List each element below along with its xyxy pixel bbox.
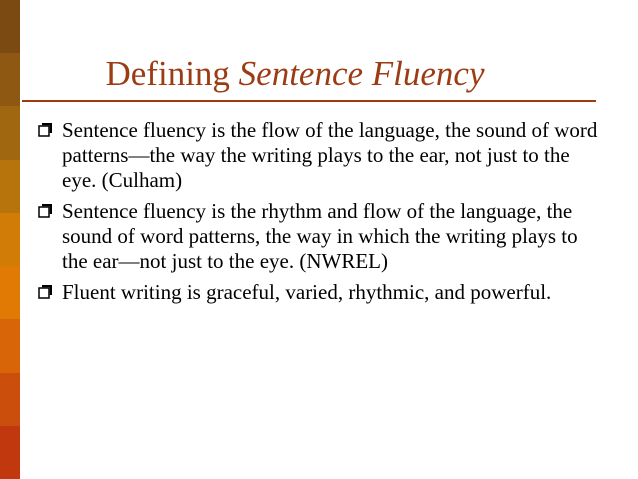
- bullet-item: [38, 199, 598, 274]
- bullet-text: Sentence fluency is the flow of the language, the sound of word patterns—the way the writing plays to the ear, not just to the eye. (Culham): [62, 118, 598, 192]
- side-bar-band: [0, 266, 20, 319]
- hollow-square-bullet-icon: [38, 204, 52, 218]
- side-bar-band: [0, 53, 20, 106]
- title-text: Defining: [105, 54, 239, 93]
- side-bar-band: [0, 213, 20, 266]
- title-italic-text: Sentence Fluency: [238, 54, 485, 93]
- title-area: [20, 52, 638, 96]
- bullet-item: [38, 280, 598, 305]
- bullet-list: [38, 118, 598, 311]
- bullet-text: Sentence fluency is the rhythm and flow of the language, the sound of word patterns, the way in which the writing plays to the ear—not just to the eye. (NWREL): [62, 199, 578, 273]
- side-bar-band: [0, 426, 20, 479]
- side-bar-band: [0, 373, 20, 426]
- hollow-square-bullet-icon: [38, 285, 52, 299]
- bullet-text: Fluent writing is graceful, varied, rhythmic, and powerful.: [62, 280, 552, 304]
- side-bar-band: [0, 319, 20, 372]
- bullet-item: [38, 118, 598, 193]
- side-bar-band: [0, 160, 20, 213]
- side-bar-band: [0, 0, 20, 53]
- side-color-bar: [0, 0, 20, 479]
- side-bar-band: [0, 106, 20, 159]
- slide-title: [106, 52, 485, 96]
- hollow-square-bullet-icon: [38, 123, 52, 137]
- title-divider: [22, 100, 596, 102]
